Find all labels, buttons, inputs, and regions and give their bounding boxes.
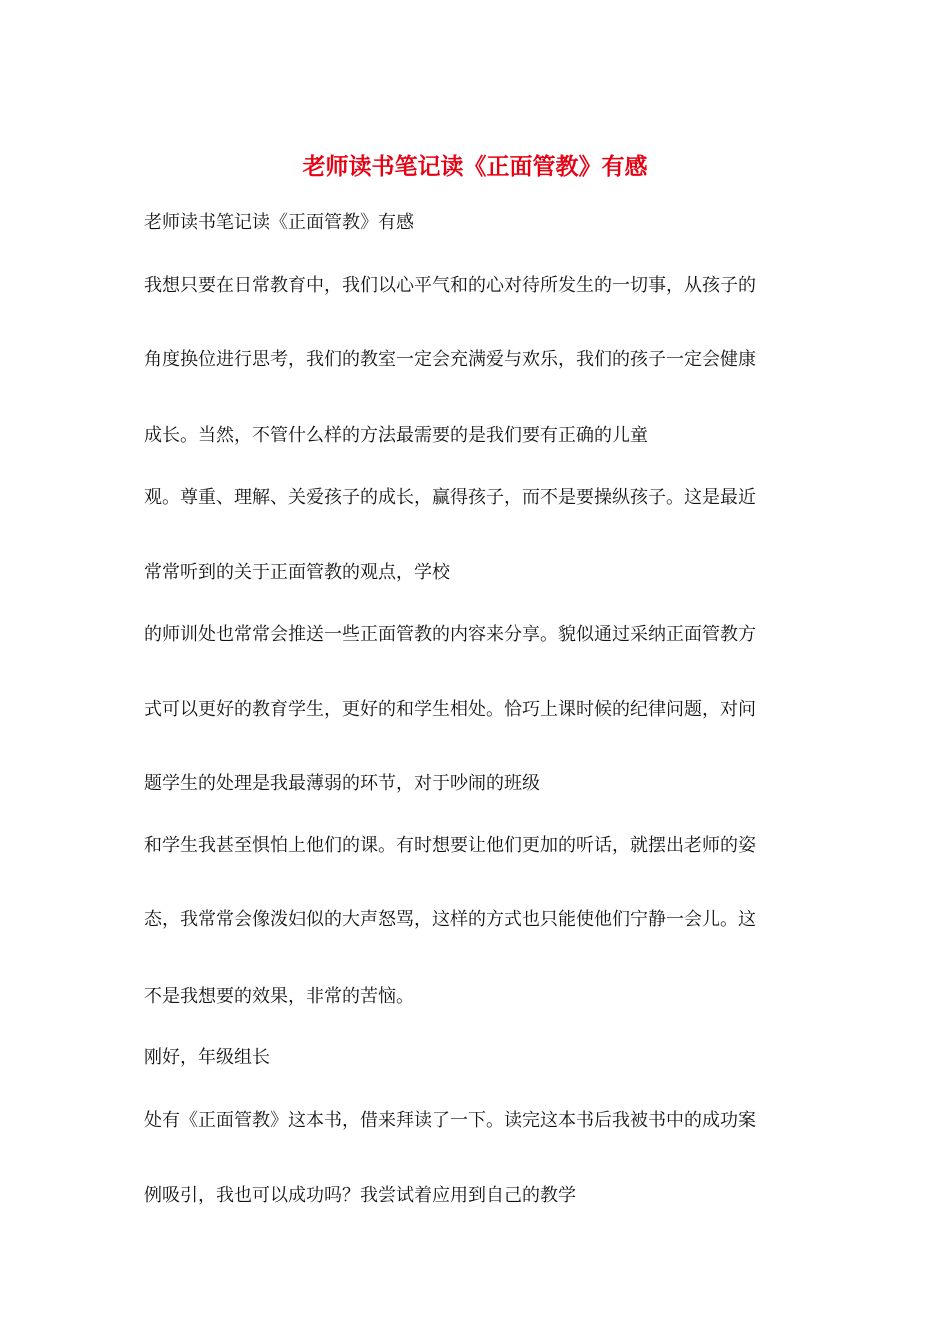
text-line: 我想只要在日常教育中，我们以心平气和的心对待所发生的一切事，从孩子的 — [144, 275, 756, 296]
text-line: 式可以更好的教育学生，更好的和学生相处。恰巧上课时候的纪律问题，对问 — [144, 699, 756, 720]
text-line: 不是我想要的效果，非常的苦恼。 — [144, 986, 414, 1007]
text-line: 题学生的处理是我最薄弱的环节，对于吵闹的班级 — [144, 773, 540, 794]
text-line: 处有《正面管教》这本书，借来拜读了一下。读完这本书后我被书中的成功案 — [144, 1110, 756, 1131]
document-title: 老师读书笔记读《正面管教》有感 — [302, 153, 648, 180]
text-line: 常常听到的关于正面管教的观点，学校 — [144, 562, 450, 583]
text-line: 刚好，年级组长 — [144, 1047, 270, 1068]
text-line: 的师训处也常常会推送一些正面管教的内容来分享。貌似通过采纳正面管教方 — [144, 624, 756, 645]
text-line: 观。尊重、理解、关爱孩子的成长，赢得孩子，而不是要操纵孩子。这是最近 — [144, 487, 756, 508]
text-line: 成长。当然，不管什么样的方法最需要的是我们要有正确的儿童 — [144, 425, 648, 446]
text-line: 态，我常常会像泼妇似的大声怒骂，这样的方式也只能使他们宁静一会儿。这 — [144, 909, 756, 930]
text-line: 老师读书笔记读《正面管教》有感 — [144, 212, 414, 233]
text-line: 例吸引，我也可以成功吗？我尝试着应用到自己的教学 — [144, 1185, 576, 1206]
text-line: 角度换位进行思考，我们的教室一定会充满爱与欢乐，我们的孩子一定会健康 — [144, 349, 756, 370]
text-line: 和学生我甚至惧怕上他们的课。有时想要让他们更加的听话，就摆出老师的姿 — [144, 835, 756, 856]
